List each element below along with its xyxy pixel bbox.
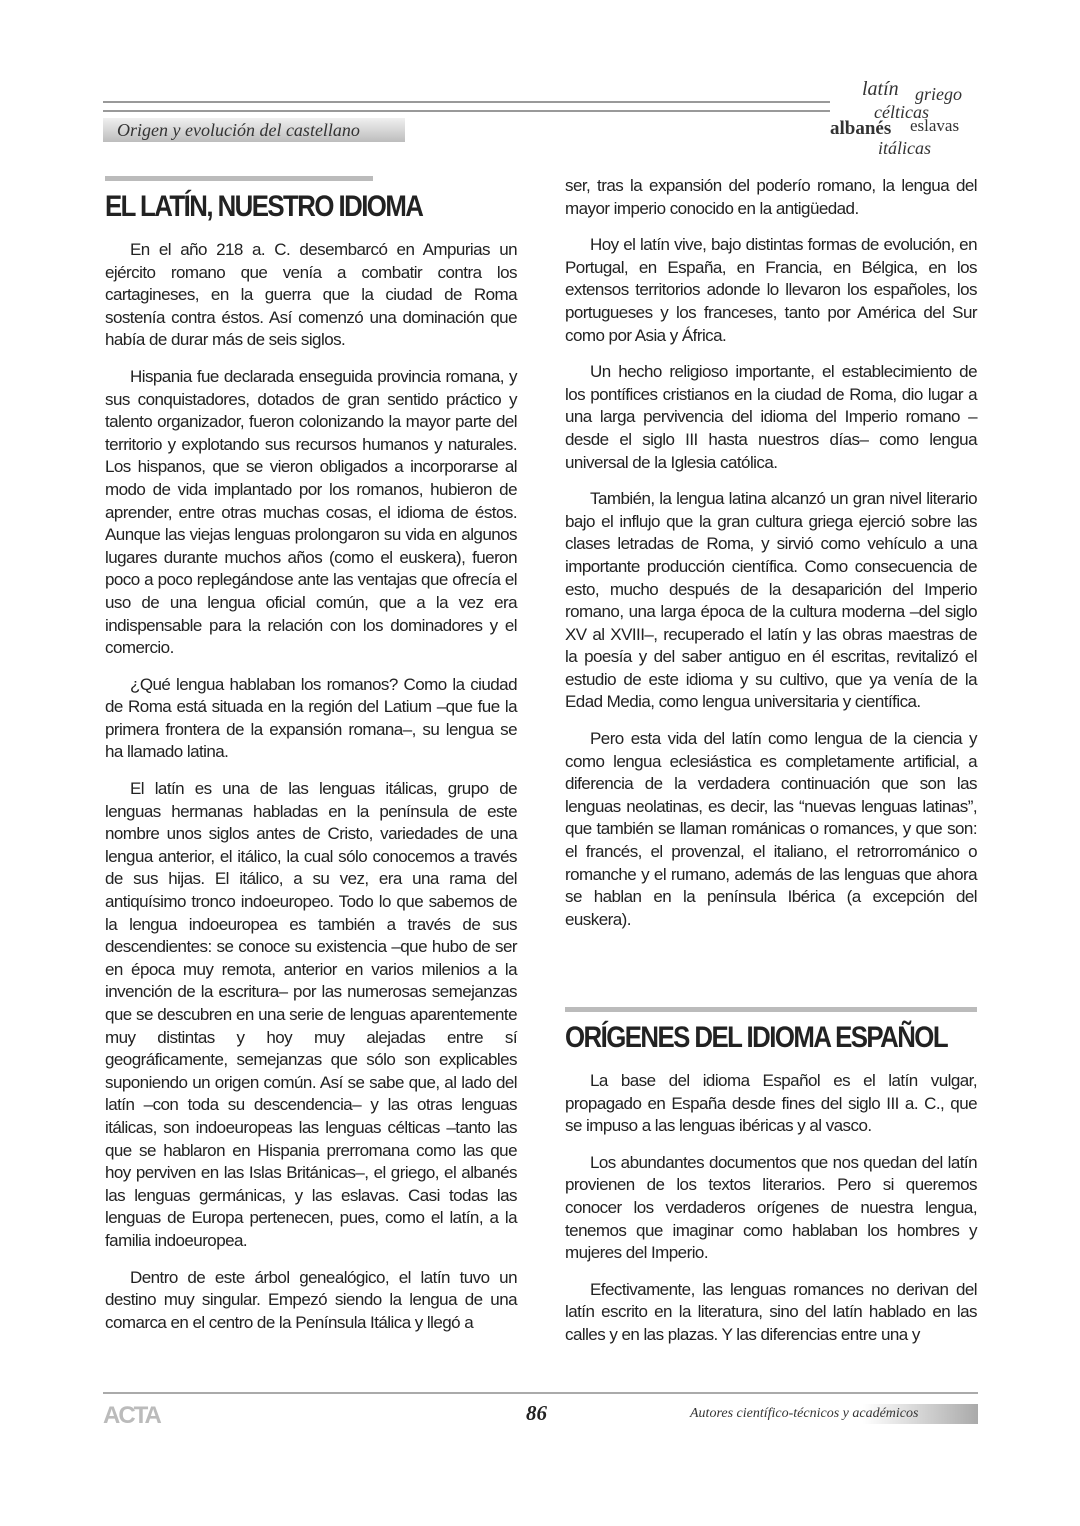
paragraph: Efectivamente, las lenguas romances no derivan del latín escrito en la literatura, sino del latín hablado en las calles y en las plazas. Y las diferencias entre una y [565, 1279, 977, 1344]
language-word-cloud [830, 78, 980, 168]
paragraph: ¿Qué lengua hablaban los romanos? Como la ciudad de Roma está situada en la región del Latium –que fue la primera frontera de la expansión romana–, su lengua se ha llamado latina. [105, 674, 517, 762]
heading-bar [105, 176, 373, 181]
cloud-word: eslavas [910, 116, 960, 135]
paragraph: Los abundantes documentos que nos quedan del latín provienen de los textos literarios. Pero si queremos conocer los verdaderos orígenes de nuestra lengua, tenemos que imaginar como hablaban los hombres y mujeres del Imperio. [565, 1152, 977, 1263]
cloud-word: griego [915, 84, 962, 104]
cloud-word: latín [862, 78, 899, 100]
heading-bar [565, 1007, 977, 1012]
paragraph: Dentro de este árbol genealógico, el latín tuvo un destino muy singular. Empezó siendo la lengua de una comarca en el centro de la Península Itálica y llegó a [105, 1267, 517, 1332]
paragraph: ser, tras la expansión del poderío romano, la lengua del mayor imperio conocido en la antigüedad. [565, 176, 977, 218]
right-column-section-2 [565, 1007, 977, 1361]
publisher-logo: ACTA [103, 1402, 160, 1429]
paragraph: También, la lengua latina alcanzó un gran nivel literario bajo el influjo que la gran cultura griega ejerció sobre las clases letradas de Roma, y sirvió como vehículo a una importante producción científica. Como consecuencia de esto, mucho después de la desaparición del Imperio romano, una larga época de la cultura moderna –del siglo XV al XVIII–, recuperado el latín y las obras maestras de la poesía y del saber antiguo en él escritas, revitalizó el estudio de este idioma y su cultivo, que ya venía de la Edad Media, como lengua universitaria y científica. [565, 489, 977, 712]
paragraph: En el año 218 a. C. desembarcó en Ampurias un ejército romano que venía a combatir contra los cartagineses, en la guerra que la ciudad de Roma sostenía contra éstos. Así comenzó una dominación que había de durar más de seis siglos. [105, 240, 517, 350]
paragraph: Hispania fue declarada enseguida provincia romana, y sus conquistadores, dotados de gran sentido práctico y talento organizador, fueron colonizando la mayor parte del territorio y explotando sus recursos humanos y naturales. Los hispanos, que se vieron obligados a incorporarse al modo de vida implantado por los romanos, hubieron de aprender, entre otras muchas cosas, el idioma de éstos. Aunque las viejas lenguas prolongaron su vida en algunos lugares durante muchos años (como el euskera), fueron poco a poco replegándose ante las ventajas que ofrecía el uso de una lengua oficial común, que a la vez era indispensable para la relación con los dominadores y el comercio. [105, 366, 517, 658]
paragraph: Hoy el latín vive, bajo distintas formas de evolución, en Portugal, en España, en Francia, en Bélgica, en los extensos territorios adonde lo llevaron los españoles, los portugueses y los franceses, tanto por América del Sur como por Asia y África. [565, 235, 977, 345]
publisher-tag [690, 1404, 978, 1424]
article-heading: EL LATÍN, NUESTRO IDIOMA [105, 190, 423, 223]
page-number: 86 [526, 1401, 547, 1425]
article-heading: ORÍGENES DEL IDIOMA ESPAÑOL [565, 1021, 948, 1054]
right-column [565, 175, 977, 945]
cloud-word: célticas [874, 102, 929, 122]
paragraph: Un hecho religioso importante, el establecimiento de los pontífices cristianos en la ciudad de Roma, dio lugar a una larga pervivencia del idioma del Imperio romano –desde el siglo III hasta nuestros días– como lengua universal de la Iglesia católica. [565, 362, 977, 472]
publisher-name: Autores científico-técnicos y académicos [690, 1406, 919, 1421]
header-rule [103, 110, 830, 112]
paragraph: Pero esta vida del latín como lengua de la ciencia y como lengua eclesiástica es completamente artificial, a diferencia de la verdadera continuación que son las lenguas neolatinas, es decir, las “nuevas lenguas latinas”, que también se llaman románicas o romances, y que son: el francés, el provenzal, el italiano, el retrorrománico o romanche y el rumano, además de las lenguas que ahora se hablan en la península Ibérica (a excepción del euskera). [565, 729, 977, 929]
cloud-word: itálicas [878, 138, 931, 158]
section-title: Origen y evolución del castellano [117, 120, 360, 140]
paragraph: El latín es una de las lenguas itálicas, grupo de lenguas hermanas habladas en la península de este nombre unos siglos antes de Cristo, variedades de una lengua anterior, el itálico, la cual sólo conocemos a través de sus hijas. El itálico, a su vez, era una rama del antiquísimo tronco indoeuropeo. Todo lo que sabemos de la lengua indoeuropea es también a través de sus descendientes: se conoce su existencia –que hubo de ser en época muy remota, anterior en varios milenios a la invención de la escritura– por las numerosas semejanzas que se descubren en una serie de lenguas aparentemente muy distintas y hoy muy alejadas entre sí geográficamente, semejanzas que sólo son explicables suponiendo un origen común. Así se sabe que, al lado del latín –con toda su descendencia– y las otras lenguas itálicas, son indoeuropeas las lenguas célticas –tanto las que se hablaron en Hispania prerromana como las que hoy perviven en las Islas Británicas–, el griego, el albanés las lenguas germánicas, y las eslavas. Casi todas las lenguas de Europa pertenecen, pues, como el latín, a la familia indoeuropea. [105, 779, 517, 1250]
paragraph: La base del idioma Español es el latín vulgar, propagado en España desde fines del siglo III a. C., que se impuso a las lenguas ibéricas y al vasco. [565, 1071, 977, 1136]
footer-rule [103, 1392, 978, 1394]
header-rule [103, 101, 830, 103]
section-header [103, 118, 405, 142]
cloud-word: albanés [830, 118, 892, 139]
left-column [105, 176, 517, 1348]
